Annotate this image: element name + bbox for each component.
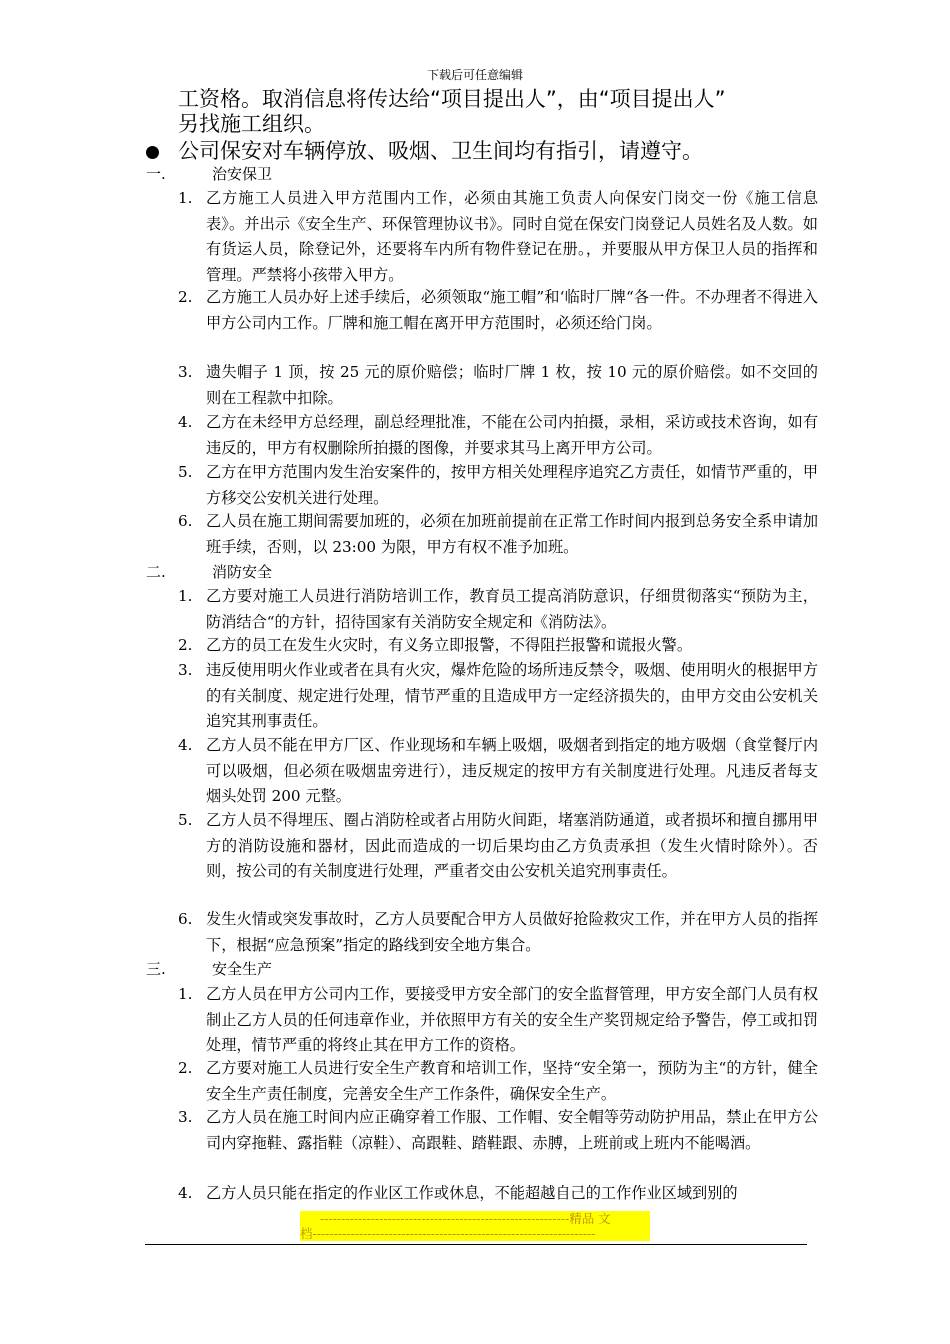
list-item-number: 5. (178, 463, 193, 481)
list-item-text: 乙方要对施工人员进行消防培训工作，教育员工提高消防意识，仔细贯彻落实“预防为主，防消结合“的方针，招待国家有关消防安全规定和《消防法》。 (206, 587, 818, 631)
section-heading (146, 560, 272, 584)
list-item-number: 2. (178, 288, 193, 306)
list-item (178, 658, 818, 735)
list-item-text: 乙方的员工在发生火灾时，有义务立即报警，不得阻拦报警和谎报火警。 (206, 636, 692, 654)
list-item-number: 1. (178, 587, 193, 605)
intro-line-2: 另找施工组织。 (178, 112, 325, 136)
list-item-text: 乙方人员在甲方公司内工作，要接受甲方安全部门的安全监督管理，甲方安全部门人员有权制止乙方人员的任何违章作业，并依照甲方有关的安全生产奖罚规定给予警告，停工或扣罚处理，情节严重的将终止其在甲方工作的资格。 (206, 985, 818, 1054)
list-item-text: 乙方人员在施工时间内应正确穿着工作服、工作帽、安全帽等劳动防护用品，禁止在甲方公司内穿拖鞋、露指鞋（凉鞋）、高跟鞋、踏鞋跟、赤膊，上班前或上班内不能喝酒。 (206, 1108, 818, 1152)
list-item-number: 6. (178, 910, 193, 928)
list-item-number: 5. (178, 811, 193, 829)
list-item-text: 遗失帽子 1 顶，按 25 元的原价赔偿；临时厂牌 1 枚，按 10 元的原价赔偿。如不交回的则在工程款中扣除。 (206, 363, 818, 407)
section-number: 二. (146, 563, 166, 581)
list-item-number: 3. (178, 363, 193, 381)
list-item (178, 460, 818, 511)
list-item-number: 3. (178, 1108, 193, 1126)
list-item (178, 1181, 818, 1207)
section-number: 一. (146, 165, 166, 183)
list-item-number: 1. (178, 189, 193, 207)
list-item-number: 1. (178, 985, 193, 1003)
footer-rule (145, 1244, 807, 1245)
list-item-text: 乙方施工人员办好上述手续后，必须领取“施工帽”和‘临时厂牌“各一件。不办理者不得进入甲方公司内工作。厂牌和施工帽在离开甲方范围时，必须还给门岗。 (206, 288, 818, 332)
list-item (178, 1056, 818, 1107)
list-item-number: 3. (178, 661, 193, 679)
list-item-number: 2. (178, 636, 193, 654)
section-title: 消防安全 (212, 563, 273, 581)
list-item-text: 乙方在未经甲方总经理，副总经理批准，不能在公司内拍摄，录相，采访或技术咨询，如有违反的，甲方有权删除所拍摄的图像，并要求其马上离开甲方公司。 (206, 413, 818, 457)
footer-line-1: -----------------------------------------------------------精品 文 (320, 1211, 611, 1226)
list-item (178, 808, 818, 885)
section-title: 安全生产 (212, 960, 273, 978)
list-item (178, 509, 818, 560)
footer-watermark (300, 1211, 650, 1241)
list-item-number: 4. (178, 736, 193, 754)
list-item-text: 乙方人员只能在指定的作业区工作或休息，不能超越自己的工作作业区域到别的 (206, 1184, 738, 1202)
footer-line-2: 档------------------------------------------------------------------- (300, 1226, 596, 1241)
section-heading (146, 957, 272, 981)
list-item-number: 4. (178, 413, 193, 431)
list-item-number: 4. (178, 1184, 193, 1202)
list-item (178, 733, 818, 810)
list-item (178, 584, 818, 635)
list-item (178, 410, 818, 461)
list-item (178, 1105, 818, 1156)
list-item-text: 违反使用明火作业或者在具有火灾，爆炸危险的场所违反禁令，吸烟、使用明火的根据甲方的有关制度、规定进行处理，情节严重的且造成甲方一定经济损失的，由甲方交由公安机关追究其刑事责任。 (206, 661, 818, 730)
intro-bullet-text: 公司保安对车辆停放、吸烟、卫生间均有指引，请遵守。 (178, 139, 703, 163)
list-item-number: 2. (178, 1059, 193, 1077)
list-item-text: 乙人员在施工期间需要加班的，必须在加班前提前在正常工作时间内报到总务安全系申请加班手续，否则，以 23:00 为限，甲方有权不准予加班。 (206, 512, 818, 556)
list-item (178, 982, 818, 1059)
list-item-number: 6. (178, 512, 193, 530)
section-number: 三. (146, 960, 166, 978)
list-item-text: 乙方人员不得埋压、圈占消防栓或者占用防火间距，堵塞消防通道，或者损坏和擅自挪用甲方的消防设施和器材，因此而造成的一切后果均由乙方负责承担（发生火情时除外）。否则，按公司的有关制度进行处理，严重者交由公安机关追究刑事责任。 (206, 811, 818, 880)
list-item (178, 360, 818, 411)
list-item-text: 乙方人员不能在甲方厂区、作业现场和车辆上吸烟，吸烟者到指定的地方吸烟（食堂餐厅内可以吸烟，但必须在吸烟盅旁进行），违反规定的按甲方有关制度进行处理。凡违反者每支烟头处罚 200 元整。 (206, 736, 818, 805)
list-item (178, 285, 818, 336)
intro-line-1: 工资格。取消信息将传达给“项目提出人”，由“项目提出人” (178, 87, 726, 111)
list-item-text: 乙方施工人员进入甲方范围内工作，必须由其施工负责人向保安门岗交一份《施工信息表》。并出示《安全生产、环保管理协议书》。同时自觉在保安门岗登记人员姓名及人数。如有货运人员，除登记外，还要将车内所有物件登记在册。，并要服从甲方保卫人员的指挥和管理。严禁将小孩带入甲方。 (206, 189, 818, 284)
list-item-text: 乙方在甲方范围内发生治安案件的，按甲方相关处理程序追究乙方责任，如情节严重的，甲方移交公安机关进行处理。 (206, 463, 818, 507)
list-item-text: 乙方要对施工人员进行安全生产教育和培训工作，坚持“安全第一，预防为主“的方针，健全安全生产责任制度，完善安全生产工作条件，确保安全生产。 (206, 1059, 818, 1103)
page-header: 下载后可任意编辑 (426, 68, 523, 82)
list-item (178, 907, 818, 958)
list-item (178, 633, 818, 659)
list-item-text: 发生火情或突发事故时，乙方人员要配合甲方人员做好抢险救灾工作，并在甲方人员的指挥下，根据“应急预案”指定的路线到安全地方集合。 (206, 910, 818, 954)
section-heading (146, 162, 272, 186)
list-item (178, 186, 818, 288)
section-title: 治安保卫 (212, 165, 273, 183)
bullet-dot-icon (146, 146, 159, 159)
